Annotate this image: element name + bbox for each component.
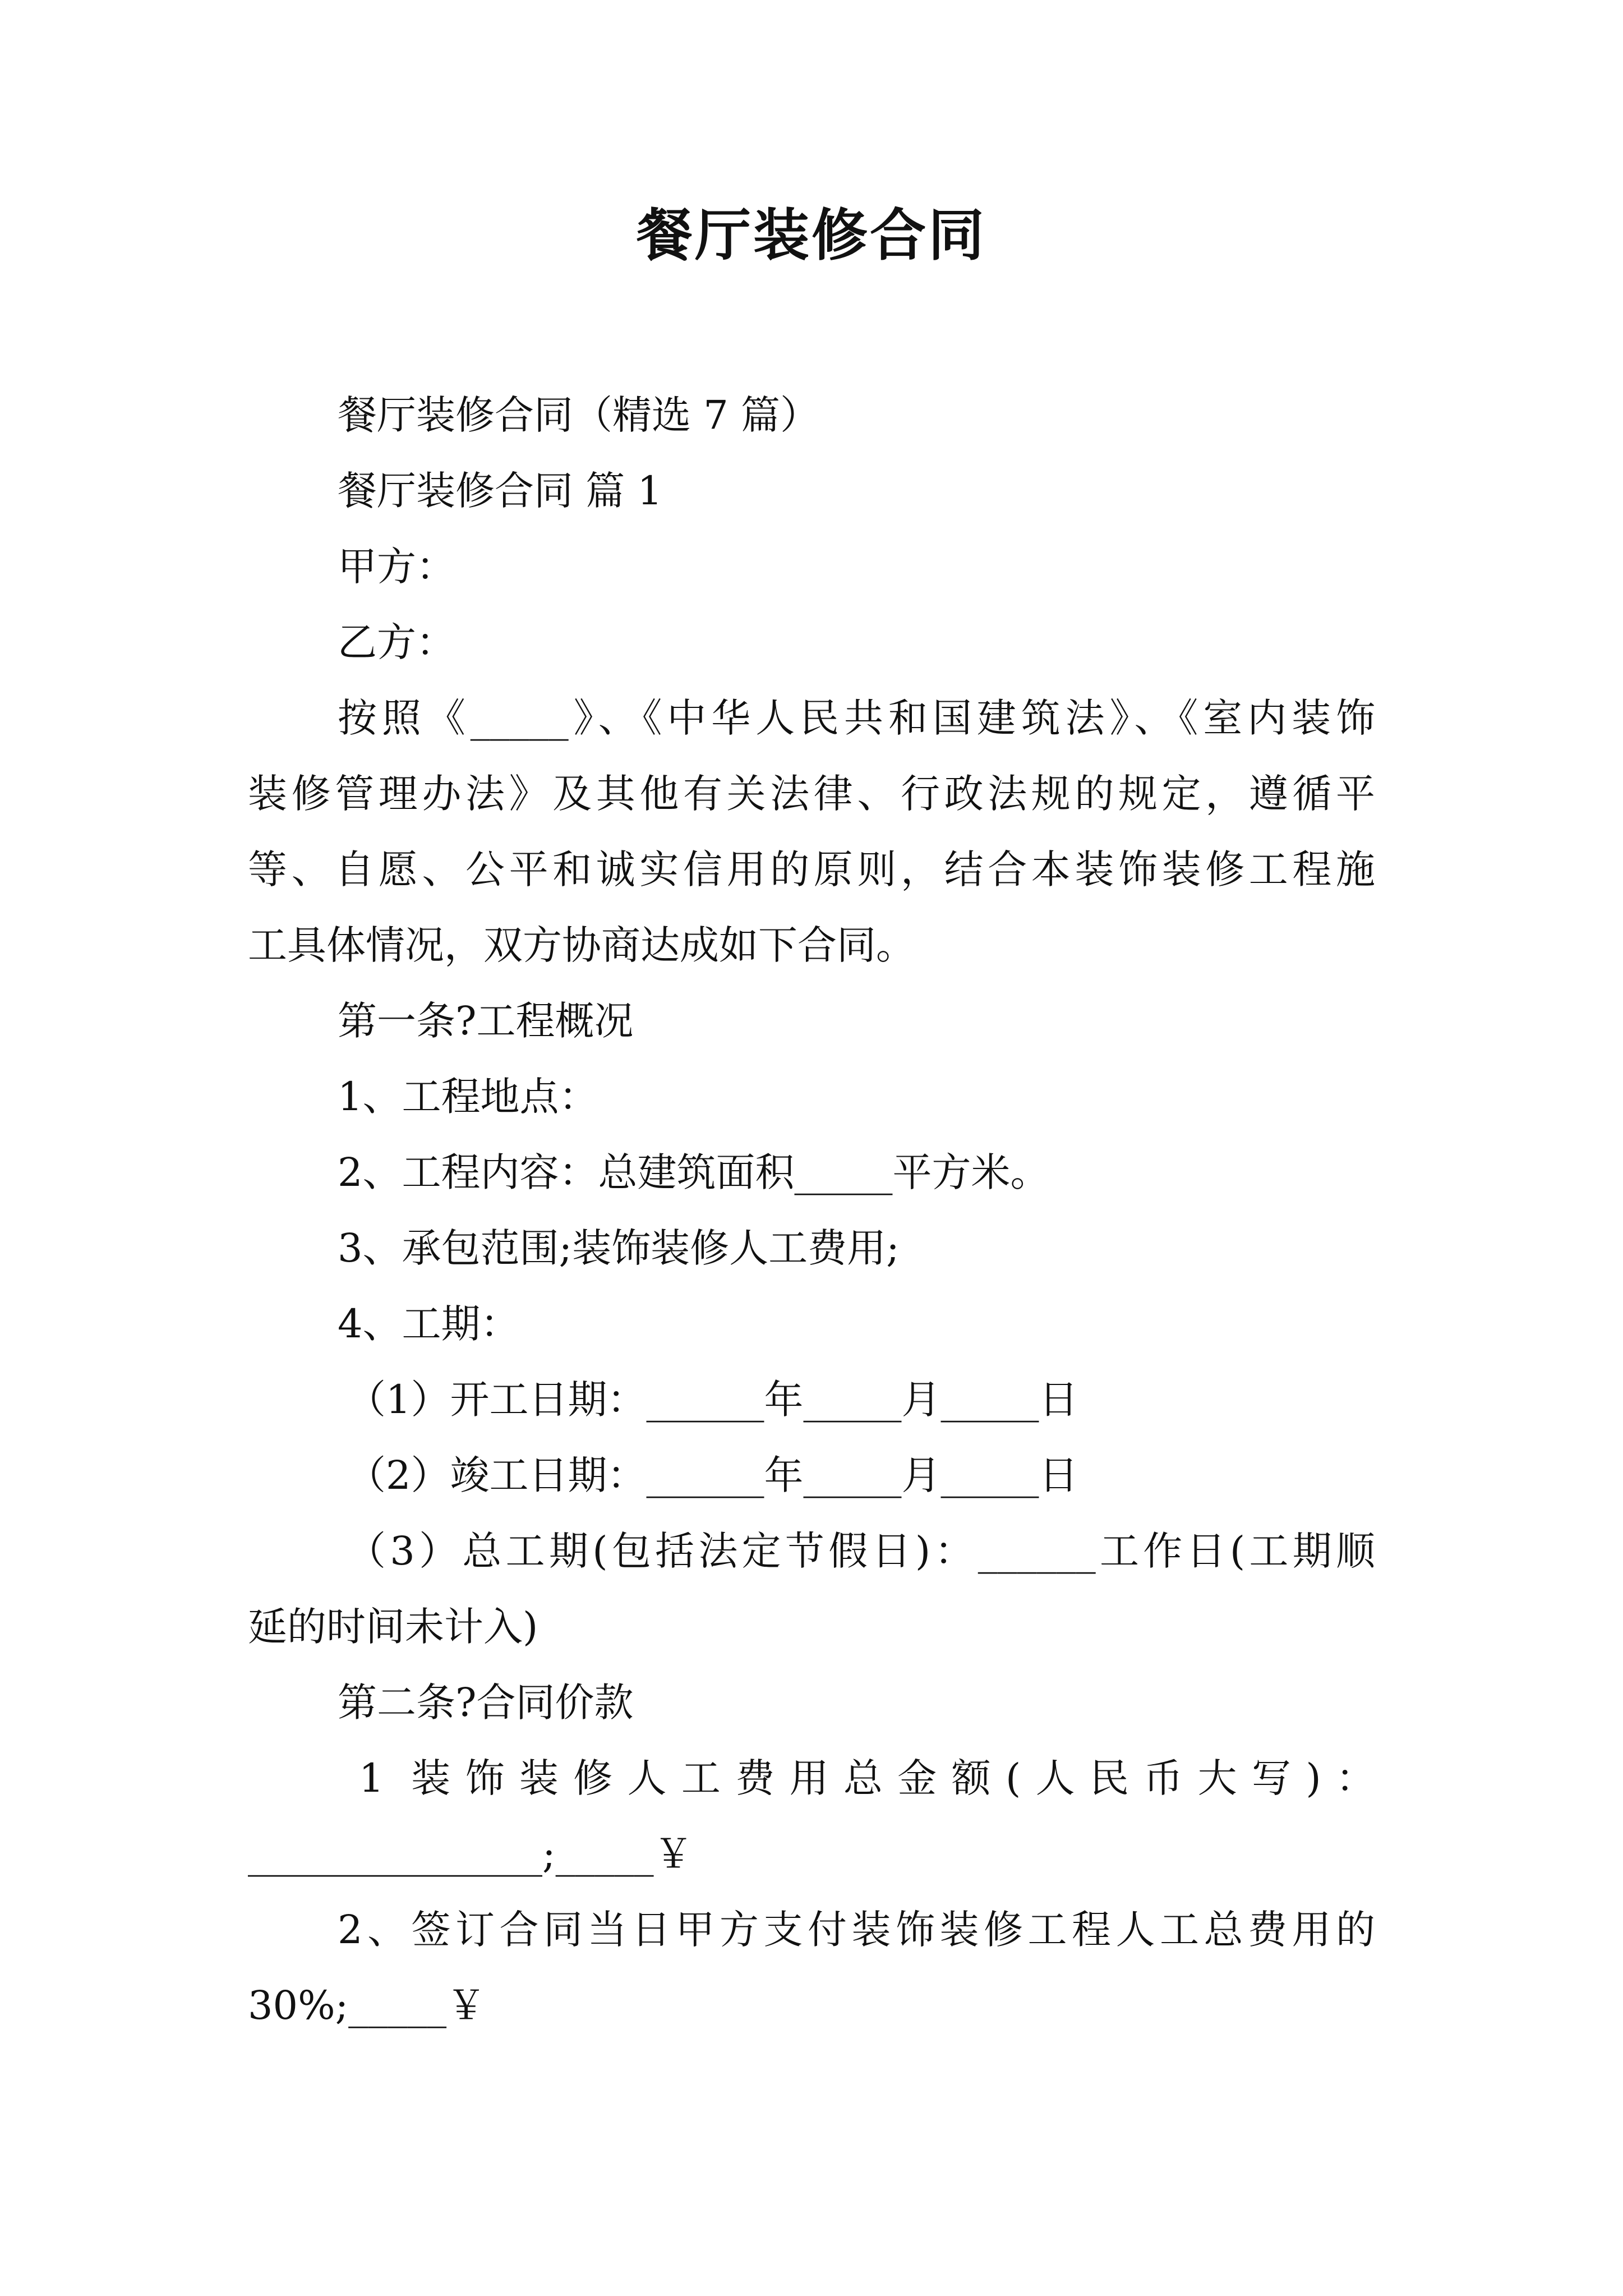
- preamble-line: 装修管理办法》及其他有关法律、行政法规的规定，遵循平: [248, 771, 1375, 817]
- clause-line: （3）总工期(包括法定节假日)：______工作日(工期顺: [347, 1528, 1375, 1574]
- article-heading: 第二条?合同价款: [338, 1680, 634, 1726]
- preamble-line: 工具体情况，双方协商达成如下合同。: [248, 922, 915, 968]
- section-heading: 餐厅装修合同 篇 1: [338, 468, 663, 514]
- clause-line: 4、工期：: [338, 1301, 520, 1347]
- clause-line: 1 装饰装修人工费用总金额(人民币大写)：: [359, 1755, 1375, 1801]
- preamble-line: 等、自愿、公平和诚实信用的原则，结合本装饰装修工程施: [248, 846, 1375, 892]
- clause-line: _______________;_____￥: [248, 1831, 693, 1877]
- clause-line: 2、签订合同当日甲方支付装饰装修工程人工总费用的: [338, 1907, 1375, 1953]
- clause-line: （2）竣工日期：______年_____月_____日: [347, 1452, 1078, 1498]
- clause-line: （1）开工日期：______年_____月_____日: [347, 1377, 1078, 1423]
- party-b-line: 乙方：: [338, 619, 455, 665]
- clause-line: 2、工程内容：总建筑面积_____平方米。: [338, 1149, 1050, 1195]
- preamble-line: 按照《_____》、《中华人民共和国建筑法》、《室内装饰: [338, 695, 1375, 741]
- clause-line: 1、工程地点：: [338, 1074, 598, 1120]
- party-a-line: 甲方：: [338, 544, 455, 590]
- document-title: 餐厅装修合同: [637, 203, 986, 268]
- subtitle-line: 餐厅装修合同（精选 7 篇）: [338, 392, 820, 438]
- article-heading: 第一条?工程概况: [338, 998, 634, 1044]
- clause-line: 3、承包范围;装饰装修人工费用;: [338, 1225, 900, 1271]
- clause-line: 30%;_____￥: [248, 1982, 486, 2028]
- clause-line: 延的时间未计入): [248, 1604, 538, 1650]
